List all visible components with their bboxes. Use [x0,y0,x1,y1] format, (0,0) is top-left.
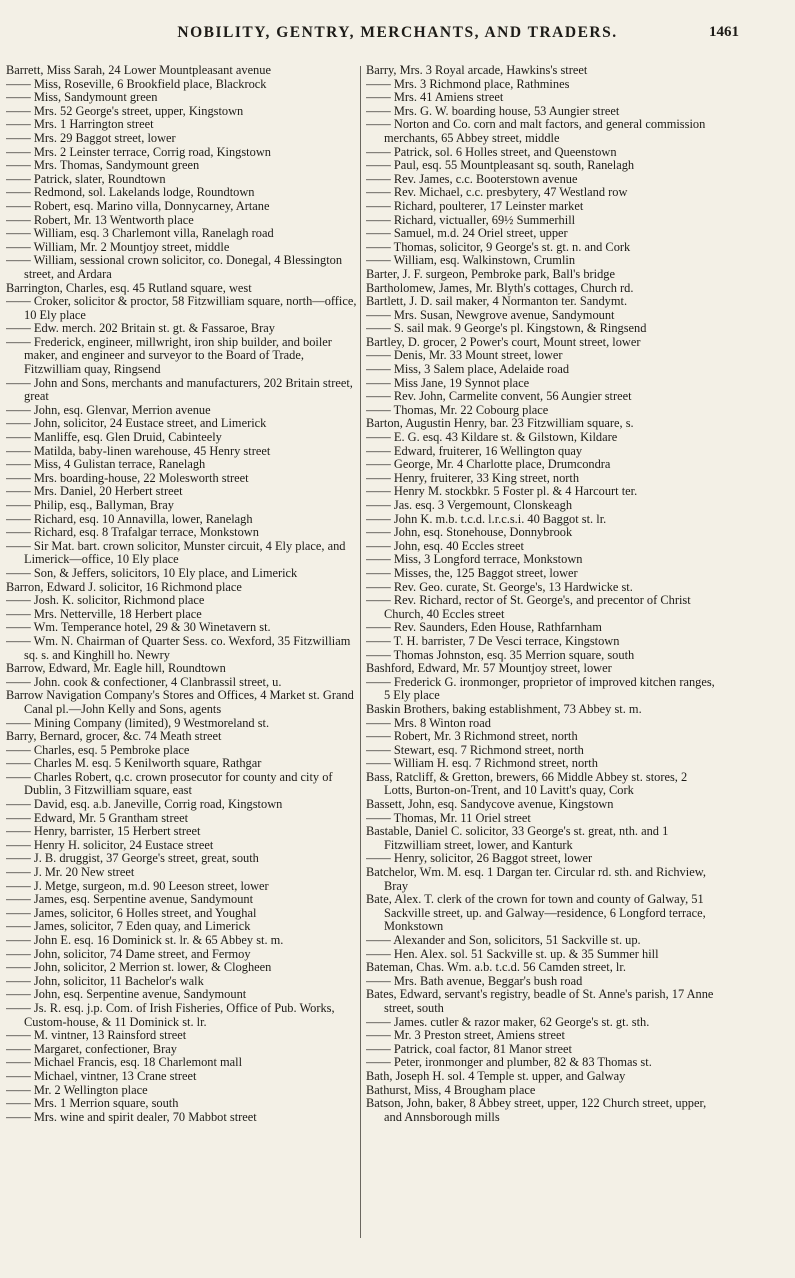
directory-entry: —— Miss, 4 Gulistan terrace, Ranelagh [6,457,206,472]
directory-entry: —— Henry H. solicitor, 24 Eustace street [6,837,214,852]
directory-entry: —— Rev. John, Carmelite convent, 56 Aungier street [366,389,632,404]
directory-entry: —— Mrs. wine and spirit dealer, 70 Mabbot street [6,1109,257,1124]
directory-entry: —— Son, & Jeffers, solicitors, 10 Ely place, and Limerick [6,565,298,580]
directory-entry: —— Denis, Mr. 33 Mount street, lower [366,348,563,363]
directory-entry: —— Edward, Mr. 5 Grantham street [6,810,189,825]
directory-entry: —— Mrs. 2 Leinster terrace, Corrig road, Kingstown [6,144,271,159]
directory-entry: Bartley, D. grocer, 2 Power's court, Mount street, lower [366,334,641,349]
directory-entry: Batchelor, Wm. M. esq. 1 Dargan ter. Circular rd. sth. and Richview, Bray [366,865,706,893]
directory-entry: Bashford, Edward, Mr. 57 Mountjoy street, lower [366,661,612,676]
page-title: NOBILITY, GENTRY, MERCHANTS, AND TRADERS. [177,24,618,41]
directory-entry: —— Miss Jane, 19 Synnot place [366,375,530,390]
directory-entry: —— Mrs. Thomas, Sandymount green [6,158,200,173]
directory-entry: —— Thomas, Mr. 11 Oriel street [366,810,531,825]
directory-entry: Barry, Mrs. 3 Royal arcade, Hawkins's street [366,64,588,77]
directory-entry: Barrow, Edward, Mr. Eagle hill, Roundtown [6,661,226,676]
directory-entry: —— John, solicitor, 11 Bachelor's walk [6,973,204,988]
directory-entry: Bassett, John, esq. Sandycove avenue, Kingstown [366,797,614,812]
directory-entry: —— Patrick, sol. 6 Holles street, and Queenstown [366,144,617,159]
directory-entry: —— John, solicitor, 24 Eustace street, and Limerick [6,416,267,431]
directory-entry: —— Mrs. 8 Winton road [366,715,491,730]
directory-entry: —— Mr. 3 Preston street, Amiens street [366,1028,565,1043]
directory-entry: —— Philip, esq., Ballyman, Bray [6,498,174,512]
directory-entry: Bastable, Daniel C. solicitor, 33 George's st. great, nth. and 1 Fitzwilliam street, lower, and Kanturk [366,824,669,852]
directory-entry: —— Mrs. 3 Richmond place, Rathmines [366,76,570,91]
directory-entry: Barrington, Charles, esq. 45 Rutland square, west [6,280,252,295]
left-column [6,64,358,1244]
directory-entry: —— Mining Company (limited), 9 Westmoreland st. [6,715,270,730]
directory-entry: —— J. B. druggist, 37 George's street, great, south [6,851,259,866]
directory-entry: —— James, solicitor, 6 Holles street, and Youghal [6,905,257,920]
directory-entry: —— David, esq. a.b. Janeville, Corrig road, Kingstown [6,797,283,812]
directory-entry: Barton, Augustin Henry, bar. 23 Fitzwilliam square, s. [366,416,634,431]
directory-entry: Barter, J. F. surgeon, Pembroke park, Ball's bridge [366,266,615,281]
directory-entry: —— John, esq. Serpentine avenue, Sandymount [6,987,247,1002]
directory-entry: —— Js. R. esq. j.p. Com. of Irish Fisheries, Office of Pub. Works, Custom-house, & 11 Dominick st. lr. [6,1000,335,1029]
directory-entry: —— Mrs. G. W. boarding house, 53 Aungier street [366,103,620,118]
column-divider [360,66,361,1238]
directory-entry: —— Mrs. Susan, Newgrove avenue, Sandymount [366,307,615,322]
directory-entry: —— Mrs. 1 Harrington street [6,117,154,132]
directory-entry: —— William, esq. Walkinstown, Crumlin [366,253,576,268]
directory-entry: —— John, esq. Glenvar, Merrion avenue [6,402,211,417]
directory-entry: —— James, solicitor, 7 Eden quay, and Limerick [6,919,251,934]
directory-entry: —— Hen. Alex. sol. 51 Sackville st. up. & 35 Summer hill [366,946,659,961]
directory-entry: —— James. cutler & razor maker, 62 George's st. gt. sth. [366,1014,650,1029]
directory-entry: —— Margaret, confectioner, Bray [6,1041,177,1056]
directory-entry: —— Matilda, baby-linen warehouse, 45 Henry street [6,443,271,458]
directory-entry: —— John K. m.b. t.c.d. l.r.c.s.i. 40 Baggot st. lr. [366,511,607,526]
directory-entry: —— Wm. Temperance hotel, 29 & 30 Winetavern st. [6,620,271,635]
directory-entry: —— Misses, the, 125 Baggot street, lower [366,565,578,580]
directory-entry: —— Jas. esq. 3 Vergemount, Clonskeagh [366,498,573,512]
directory-entry: —— James, esq. Serpentine avenue, Sandymount [6,892,254,907]
directory-entry: —— Robert, esq. Marino villa, Donnycarney, Artane [6,198,270,213]
directory-entry: —— Miss, 3 Longford terrace, Monkstown [366,552,583,567]
directory-entry: Barrett, Miss Sarah, 24 Lower Mountpleasant avenue [6,64,271,77]
directory-entry: —— George, Mr. 4 Charlotte place, Drumcondra [366,457,611,472]
directory-entry: —— Frederick G. ironmonger, proprietor of improved kitchen ranges, 5 Ely place [366,674,715,703]
directory-entry: —— Henry M. stockbkr. 5 Foster pl. & 4 Harcourt ter. [366,484,638,499]
directory-entry: —— Mrs. Bath avenue, Beggar's bush road [366,973,583,988]
directory-entry: —— Patrick, slater, Roundtown [6,171,166,186]
directory-entry: —— Mrs. 29 Baggot street, lower [6,130,176,145]
directory-entry: —— Stewart, esq. 7 Richmond street, north [366,742,584,757]
directory-entry: —— John, solicitor, 74 Dame street, and Fermoy [6,946,251,961]
directory-entry: —— M. vintner, 13 Rainsford street [6,1028,187,1043]
directory-entry: —— Mrs. Daniel, 20 Herbert street [6,484,183,499]
directory-entry: —— Rev. Michael, c.c. presbytery, 47 Westland row [366,185,628,200]
directory-entry: —— Robert, Mr. 3 Richmond street, north [366,729,578,744]
directory-entry: Barry, Bernard, grocer, &c. 74 Meath street [6,729,222,744]
directory-entry: —— John, esq. Stonehouse, Donnybrook [366,525,573,540]
directory-entry: —— John, solicitor, 2 Merrion st. lower, & Clogheen [6,960,272,975]
directory-entry: —— Josh. K. solicitor, Richmond place [6,593,205,608]
directory-entry: —— Alexander and Son, solicitors, 51 Sackville st. up. [366,933,641,947]
directory-entry: —— J. Mr. 20 New street [6,865,135,880]
directory-entry: —— Rev. Saunders, Eden House, Rathfarnham [366,620,602,635]
directory-entry: Barrow Navigation Company's Stores and Offices, 4 Market st. Grand Canal pl.—John Kelly and Sons, agents [6,688,354,716]
directory-entry: —— Henry, barrister, 15 Herbert street [6,824,201,839]
directory-entry: —— Robert, Mr. 13 Wentworth place [6,212,194,227]
directory-entry: —— Thomas Johnston, esq. 35 Merrion square, south [366,647,635,662]
directory-entry: —— John and Sons, merchants and manufacturers, 202 Britain street, great [6,375,353,404]
directory-entry: —— Miss, 3 Salem place, Adelaide road [366,362,570,377]
directory-entry: —— Peter, ironmonger and plumber, 82 & 83 Thomas st. [366,1055,652,1070]
directory-entry: Bates, Edward, servant's registry, beadle of St. Anne's parish, 17 Anne street, south [366,987,714,1015]
directory-entry: —— E. G. esq. 43 Kildare st. & Gilstown, Kildare [366,430,618,445]
directory-entry: Bateman, Chas. Wm. a.b. t.c.d. 56 Camden street, lr. [366,960,626,975]
directory-entry: Batson, John, baker, 8 Abbey street, upper, 122 Church street, upper, and Annsborough mills [366,1096,707,1124]
directory-entry: —— Sir Mat. bart. crown solicitor, Munster circuit, 4 Ely place, and Limerick—office, 10 Ely place [6,538,346,567]
directory-entry: —— Rev. Geo. curate, St. George's, 13 Hardwicke st. [366,579,633,594]
directory-entry: —— Paul, esq. 55 Mountpleasant sq. south, Ranelagh [366,158,635,173]
directory-entry: —— Charles M. esq. 5 Kenilworth square, Rathgar [6,756,262,771]
directory-entry: —— Redmond, sol. Lakelands lodge, Roundtown [6,185,255,200]
directory-entry: —— Miss, Sandymount green [6,90,158,105]
directory-entry: —— John. cook & confectioner, 4 Clanbrassil street, u. [6,674,282,689]
directory-entry: —— Edward, fruiterer, 16 Wellington quay [366,443,583,458]
directory-entry: —— Henry, fruiterer, 33 King street, north [366,470,580,485]
directory-entry: —— Mrs. 1 Merrion square, south [6,1096,179,1111]
directory-entry: —— Richard, victualler, 69½ Summerhill [366,212,576,227]
directory-entry: —— Mrs. Netterville, 18 Herbert place [6,606,202,621]
directory-entry: —— Frederick, engineer, millwright, iron ship builder, and boiler maker, and engineer and surveyor to the Board of Trade, Fitzwilliam quay, Ringsend [6,334,332,377]
directory-entry: —— S. sail mak. 9 George's pl. Kingstown, & Ringsend [366,321,647,336]
directory-entry: —— J. Metge, surgeon, m.d. 90 Leeson street, lower [6,878,269,893]
directory-entry: —— William H. esq. 7 Richmond street, north [366,756,598,771]
directory-entry: —— Mrs. 52 George's street, upper, Kingstown [6,103,244,118]
directory-entry: —— Rev. James, c.c. Booterstown avenue [366,171,578,186]
directory-entry: —— William, sessional crown solicitor, co. Donegal, 4 Blessington street, and Ardara [6,253,343,281]
directory-entry: —— Richard, poulterer, 17 Leinster market [366,198,584,213]
directory-entry: —— Mrs. boarding-house, 22 Molesworth street [6,470,249,485]
directory-entry: —— Mrs. 41 Amiens street [366,90,504,105]
directory-entry: Bartlett, J. D. sail maker, 4 Normanton ter. Sandymt. [366,294,628,309]
directory-entry: —— Michael, vintner, 13 Crane street [6,1068,197,1083]
right-column [366,64,716,1244]
directory-entry: —— Norton and Co. corn and malt factors, and general commission merchants, 65 Abbey street, middle [366,117,706,145]
directory-entry: —— Richard, esq. 8 Trafalgar terrace, Monkstown [6,525,259,540]
directory-entry: —— Charles Robert, q.c. crown prosecutor for county and city of Dublin, 3 Fitzwilliam square, east [6,769,333,798]
directory-entry: —— Samuel, m.d. 24 Oriel street, upper [366,226,568,241]
directory-entry: —— Croker, solicitor & proctor, 58 Fitzwilliam square, north—office, 10 Ely place [6,294,357,322]
directory-entry: —— Charles, esq. 5 Pembroke place [6,742,190,757]
directory-entry: —— Manliffe, esq. Glen Druid, Cabinteely [6,430,222,445]
directory-entry: Bartholomew, James, Mr. Blyth's cottages, Church rd. [366,280,634,295]
page-header [0,24,795,46]
directory-entry: Bate, Alex. T. clerk of the crown for town and county of Galway, 51 Sackville street, up. and Galway—residence, 6 Longford terrace, Monkstown [366,892,706,934]
directory-entry: —— Richard, esq. 10 Annavilla, lower, Ranelagh [6,511,253,526]
directory-entry: Bass, Ratcliff, & Gretton, brewers, 66 Middle Abbey st. stores, 2 Lotts, Burton-on-Trent, and 10 Lavitt's quay, Cork [366,769,688,798]
directory-entry: Baskin Brothers, baking establishment, 73 Abbey st. m. [366,701,642,716]
directory-entry: —— Wm. N. Chairman of Quarter Sess. co. Wexford, 35 Fitzwilliam sq. s. and Kinghill ho. Newry [6,633,351,662]
directory-entry: —— William, Mr. 2 Mountjoy street, middle [6,239,230,254]
directory-entry: —— Thomas, solicitor, 9 George's st. gt. n. and Cork [366,239,631,254]
directory-entry: —— Henry, solicitor, 26 Baggot street, lower [366,851,593,866]
directory-entry: —— Mr. 2 Wellington place [6,1082,148,1097]
directory-entry: —— T. H. barrister, 7 De Vesci terrace, Kingstown [366,633,620,648]
directory-entry: —— John E. esq. 16 Dominick st. lr. & 65 Abbey st. m. [6,933,284,947]
directory-entry: —— John, esq. 40 Eccles street [366,538,524,553]
directory-entry: —— William, esq. 3 Charlemont villa, Ranelagh road [6,226,274,241]
directory-entry: —— Patrick, coal factor, 81 Manor street [366,1041,572,1056]
page-number: 1461 [709,24,739,40]
directory-entry: —— Miss, Roseville, 6 Brookfield place, Blackrock [6,76,267,91]
directory-entry: —— Thomas, Mr. 22 Cobourg place [366,402,549,417]
directory-entry: —— Michael Francis, esq. 18 Charlemont mall [6,1055,243,1070]
directory-entry: Bath, Joseph H. sol. 4 Temple st. upper, and Galway [366,1068,626,1083]
directory-entry: —— Edw. merch. 202 Britain st. gt. & Fassaroe, Bray [6,321,275,336]
directory-entry: —— Rev. Richard, rector of St. George's, and precentor of Christ Church, 40 Eccles street [366,593,691,621]
directory-entry: Barron, Edward J. solicitor, 16 Richmond place [6,579,242,594]
directory-entry: Bathurst, Miss, 4 Brougham place [366,1082,536,1097]
